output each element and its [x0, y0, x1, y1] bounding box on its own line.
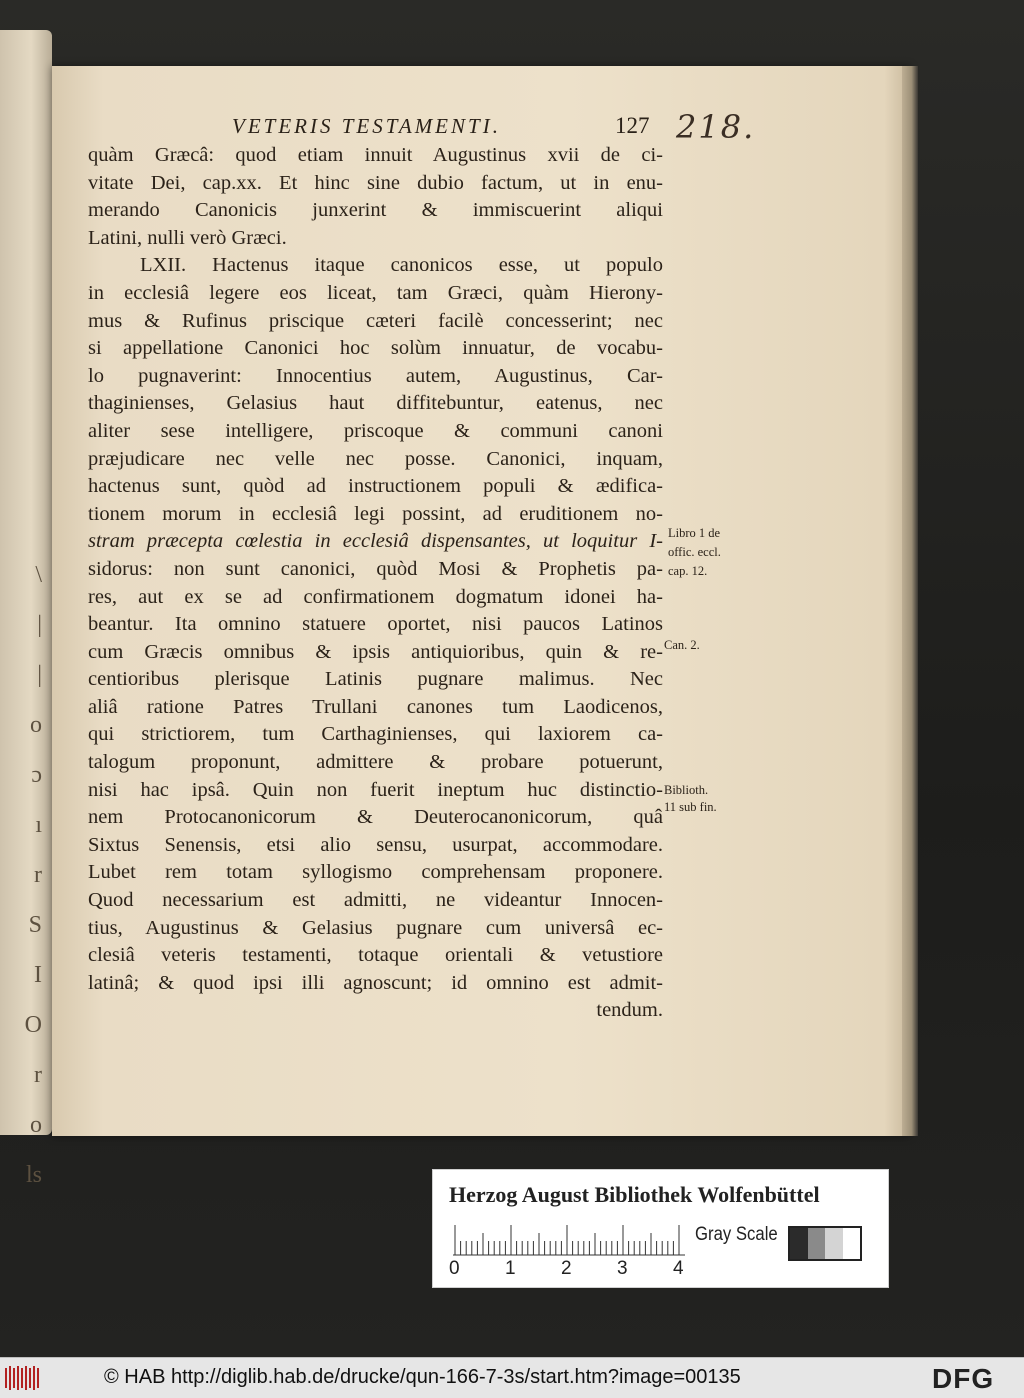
text-line: stram præcepta cœlestia in ecclesiâ dispensantes, ut loquitur I-: [88, 530, 663, 553]
text-line: qui strictiorem, tum Carthaginienses, qui laxiorem ca-: [88, 723, 663, 746]
text-line: aliâ ratione Patres Trullani canones tum Laodicenos,: [88, 695, 663, 718]
text-line: lo pugnaverint: Innocentius autem, Augustinus, Car-: [88, 364, 663, 387]
text-line: quàm Græcâ: quod etiam innuit Augustinus xvii de ci-: [88, 144, 663, 166]
glyph: S: [28, 912, 42, 938]
glyph: O: [24, 1012, 42, 1038]
text-line: sidorus: non sunt canonici, quòd Mosi & Prophetis pa-: [88, 557, 663, 580]
gray-scale-swatch: [788, 1226, 862, 1261]
swatch-light-gray: [825, 1228, 843, 1259]
swatch-white: [843, 1228, 861, 1259]
glyph: ɔ: [31, 762, 42, 788]
text-line: latinâ; & quod ipsi illi agnoscunt; id omnino est admit-: [88, 971, 663, 994]
dfg-logo: DFG: [932, 1363, 995, 1394]
glyph: \: [35, 562, 42, 588]
text-line: Quod necessarium est admitti, ne videantur Innocen-: [88, 889, 663, 912]
swatch-mid-gray: [808, 1228, 826, 1259]
ruler-number: 1: [505, 1258, 516, 1279]
copyright-link[interactable]: © HAB http://diglib.hab.de/drucke/qun-166-7-3s/start.htm?image=00135: [104, 1366, 741, 1388]
barcode-logo-icon: [4, 1364, 40, 1392]
margin-note-line: Can. 2.: [664, 638, 700, 652]
margin-note-can: [664, 636, 700, 655]
glyph: ı: [35, 812, 42, 838]
ruler-number: 4: [673, 1258, 684, 1279]
text-line: LXII. Hactenus itaque canonicos esse, ut populo: [140, 254, 663, 277]
text-line: tius, Augustinus & Gelasius pugnare cum universâ ec-: [88, 916, 663, 939]
margin-note-line: Libro 1 de: [668, 526, 721, 540]
text-line: tionem morum in ecclesiâ legi possint, ad eruditionem no-: [88, 502, 663, 525]
text-line: aliter sese intelligere, priscoque & communi canoni: [88, 419, 663, 442]
measurement-ruler: [453, 1224, 685, 1256]
text-line: in ecclesiâ legere eos liceat, tam Græci, quàm Hierony-: [88, 281, 663, 304]
page-number: 127: [615, 113, 650, 138]
margin-note-line: cap. 12.: [668, 564, 708, 578]
text-line: talogum proponunt, admittere & probare potuerunt,: [88, 751, 663, 774]
margin-note-line: offic. eccl.: [668, 545, 721, 559]
previous-page-edge: [0, 30, 52, 1188]
text-line: hactenus sunt, quòd ad instructionem populi & ædifica-: [88, 475, 663, 498]
color-calibration-card: [432, 1169, 889, 1288]
running-head: VETERIS TESTAMENTI.: [232, 114, 501, 138]
text-line: Latini, nulli verò Græci.: [88, 226, 287, 249]
text-line: beantur. Ita omnino statuere oportet, nisi paucos Latinos: [88, 613, 663, 636]
text-line: nem Protocanonicorum & Deuterocanonicorum, quâ: [88, 806, 663, 829]
body-text: [88, 142, 663, 1025]
text-line: vitate Dei, cap.xx. Et hinc sine dubio factum, ut in enu-: [88, 171, 663, 194]
margin-note-libro: [668, 524, 721, 581]
text-line: præjudicare nec velle nec posse. Canonici, inquam,: [88, 447, 663, 470]
text-line: centioribus plerisque Latinis pugnare malimus. Nec: [88, 668, 663, 691]
margin-note-line: 11 sub fin.: [664, 800, 717, 814]
text-line: cum Græcis omnibus & ipsis antiquioribus, quin & re-: [88, 640, 663, 663]
margin-note-biblioth: [664, 782, 717, 816]
page-edge: [902, 66, 918, 1136]
glyph: r: [34, 862, 42, 888]
library-name: Herzog August Bibliothek Wolfenbüttel: [449, 1182, 820, 1207]
margin-note-line: Biblioth.: [664, 783, 709, 797]
ruler-number: 0: [449, 1258, 460, 1279]
text-line: tendum.: [596, 999, 663, 1022]
text-line: Sixtus Senensis, etsi alio sensu, usurpat, accommodare.: [88, 833, 663, 856]
text-line: Lubet rem totam syllogismo comprehensam proponere.: [88, 861, 663, 884]
text-line: res, aut ex se ad confirmationem dogmatum idonei ha-: [88, 585, 663, 608]
text-line: thaginienses, Gelasius haut diffitebuntur, eatenus, nec: [88, 392, 663, 415]
ruler-number: 2: [561, 1258, 572, 1279]
text-line: clesiâ veteris testamenti, totaque orientali & vetustiore: [88, 944, 663, 967]
glyph: |: [37, 662, 42, 688]
glyph: o: [30, 1112, 42, 1138]
glyph: o: [30, 712, 42, 738]
glyph: ls: [25, 1162, 42, 1188]
manuscript-folio-note: 218.: [676, 108, 756, 146]
text-line: merando Canonicis junxerint & immiscuerint aliqui: [88, 199, 663, 222]
glyph: I: [34, 962, 42, 988]
text-line: si appellatione Canonici hoc solùm innuatur, de vocabu-: [88, 337, 663, 360]
swatch-black: [790, 1228, 808, 1259]
previous-page-glyphs: [2, 550, 42, 1200]
footer-bar: [0, 1357, 1024, 1398]
text-line: nisi hac ipsâ. Quin non fuerit ineptum huc distinctio-: [88, 778, 663, 801]
glyph: r: [34, 1062, 42, 1088]
text-line: mus & Rufinus priscique cæteri facilè concesserint; nec: [88, 309, 663, 332]
ruler-number: 3: [617, 1258, 628, 1279]
glyph: |: [37, 612, 42, 638]
gray-scale-label: Gray Scale: [695, 1224, 778, 1245]
